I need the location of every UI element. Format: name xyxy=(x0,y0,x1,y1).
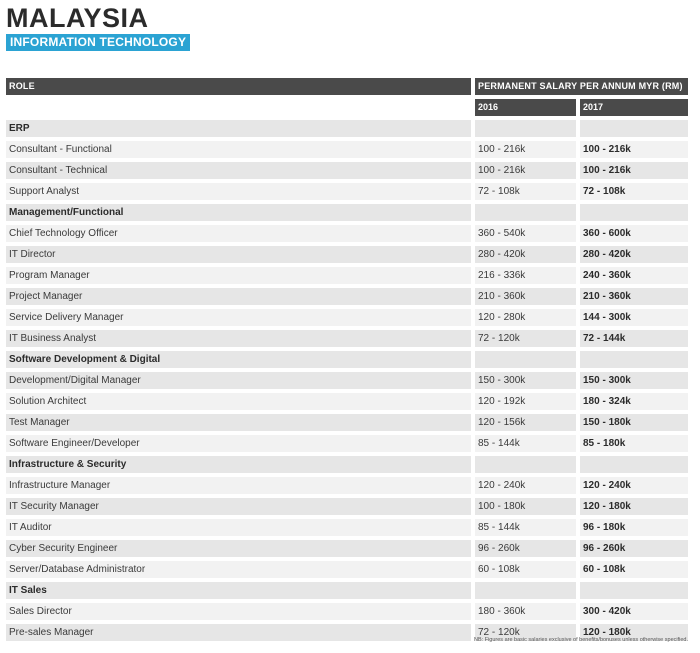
table-row xyxy=(6,412,688,433)
role-cell: Project Manager xyxy=(6,288,471,305)
role-cell: IT Auditor xyxy=(6,519,471,536)
salary-2016-cell: 210 - 360k xyxy=(475,288,576,305)
header-year-2016: 2016 xyxy=(475,99,576,116)
header-salary: PERMANENT SALARY PER ANNUM MYR (RM) xyxy=(475,78,688,95)
table-row xyxy=(6,370,688,391)
table-row xyxy=(6,517,688,538)
role-cell: Development/Digital Manager xyxy=(6,372,471,389)
salary-2017-cell xyxy=(580,582,688,599)
table-row xyxy=(6,139,688,160)
header-year-2017: 2017 xyxy=(580,99,688,116)
table-row xyxy=(6,328,688,349)
role-cell: Pre-sales Manager xyxy=(6,624,471,641)
salary-2016-cell: 120 - 156k xyxy=(475,414,576,431)
table-row xyxy=(6,496,688,517)
salary-2016-cell: 120 - 280k xyxy=(475,309,576,326)
category-label: Infrastructure & Security xyxy=(6,456,471,473)
salary-2016-cell: 96 - 260k xyxy=(475,540,576,557)
table-body xyxy=(6,118,688,643)
salary-2016-cell: 60 - 108k xyxy=(475,561,576,578)
role-cell: Sales Director xyxy=(6,603,471,620)
salary-2016-cell: 85 - 144k xyxy=(475,519,576,536)
role-cell: Program Manager xyxy=(6,267,471,284)
salary-2016-cell xyxy=(475,456,576,473)
salary-2017-cell: 150 - 180k xyxy=(580,414,688,431)
table-row xyxy=(6,433,688,454)
salary-2016-cell: 100 - 180k xyxy=(475,498,576,515)
header-role: ROLE xyxy=(6,78,471,95)
table-row xyxy=(6,160,688,181)
table-row xyxy=(6,244,688,265)
role-cell: Service Delivery Manager xyxy=(6,309,471,326)
salary-2017-cell: 300 - 420k xyxy=(580,603,688,620)
table-row xyxy=(6,286,688,307)
salary-2017-cell: 96 - 180k xyxy=(580,519,688,536)
role-cell: Solution Architect xyxy=(6,393,471,410)
salary-2016-cell: 100 - 216k xyxy=(475,141,576,158)
salary-2017-cell: 120 - 240k xyxy=(580,477,688,494)
category-row xyxy=(6,202,688,223)
table-row xyxy=(6,601,688,622)
role-cell: IT Business Analyst xyxy=(6,330,471,347)
salary-2017-cell xyxy=(580,456,688,473)
salary-2017-cell: 240 - 360k xyxy=(580,267,688,284)
table-row xyxy=(6,475,688,496)
page-title: MALAYSIA xyxy=(6,3,149,33)
salary-2016-cell xyxy=(475,582,576,599)
salary-2016-cell: 150 - 300k xyxy=(475,372,576,389)
salary-table xyxy=(6,76,688,643)
salary-2017-cell xyxy=(580,204,688,221)
salary-2016-cell xyxy=(475,351,576,368)
salary-2016-cell: 85 - 144k xyxy=(475,435,576,452)
salary-2016-cell: 72 - 108k xyxy=(475,183,576,200)
table-row xyxy=(6,559,688,580)
role-cell: Test Manager xyxy=(6,414,471,431)
salary-2017-cell: 280 - 420k xyxy=(580,246,688,263)
salary-2017-cell: 85 - 180k xyxy=(580,435,688,452)
salary-2017-cell: 180 - 324k xyxy=(580,393,688,410)
salary-2016-cell: 180 - 360k xyxy=(475,603,576,620)
category-label: IT Sales xyxy=(6,582,471,599)
salary-2017-cell: 96 - 260k xyxy=(580,540,688,557)
salary-2016-cell: 280 - 420k xyxy=(475,246,576,263)
role-cell: Chief Technology Officer xyxy=(6,225,471,242)
salary-2016-cell: 120 - 240k xyxy=(475,477,576,494)
category-label: Management/Functional xyxy=(6,204,471,221)
salary-2017-cell: 72 - 144k xyxy=(580,330,688,347)
salary-2016-cell: 360 - 540k xyxy=(475,225,576,242)
table-row xyxy=(6,391,688,412)
category-row xyxy=(6,118,688,139)
table-row xyxy=(6,181,688,202)
role-cell: Consultant - Technical xyxy=(6,162,471,179)
role-cell: IT Security Manager xyxy=(6,498,471,515)
role-cell: Support Analyst xyxy=(6,183,471,200)
salary-2016-cell: 100 - 216k xyxy=(475,162,576,179)
category-row xyxy=(6,580,688,601)
salary-2017-cell: 144 - 300k xyxy=(580,309,688,326)
salary-2016-cell xyxy=(475,120,576,137)
header-year-spacer xyxy=(6,99,471,116)
role-cell: Infrastructure Manager xyxy=(6,477,471,494)
salary-2017-cell: 360 - 600k xyxy=(580,225,688,242)
role-cell: Cyber Security Engineer xyxy=(6,540,471,557)
category-row xyxy=(6,454,688,475)
category-label: Software Development & Digital xyxy=(6,351,471,368)
table-header-row xyxy=(6,76,688,97)
salary-2017-cell: 100 - 216k xyxy=(580,162,688,179)
salary-2017-cell: 210 - 360k xyxy=(580,288,688,305)
salary-2017-cell: 72 - 108k xyxy=(580,183,688,200)
table-year-row xyxy=(6,97,688,118)
role-cell: Software Engineer/Developer xyxy=(6,435,471,452)
table-row xyxy=(6,307,688,328)
salary-2016-cell: 72 - 120k xyxy=(475,330,576,347)
section-subtitle: INFORMATION TECHNOLOGY xyxy=(6,34,190,51)
salary-2016-cell: 72 - 120k xyxy=(475,624,576,641)
category-label: ERP xyxy=(6,120,471,137)
salary-2017-cell: 60 - 108k xyxy=(580,561,688,578)
role-cell: Consultant - Functional xyxy=(6,141,471,158)
salary-2017-cell xyxy=(580,351,688,368)
table-row xyxy=(6,223,688,244)
salary-2017-cell: 120 - 180k xyxy=(580,624,688,641)
salary-2016-cell xyxy=(475,204,576,221)
salary-2017-cell: 100 - 216k xyxy=(580,141,688,158)
category-row xyxy=(6,349,688,370)
role-cell: IT Director xyxy=(6,246,471,263)
salary-2017-cell: 120 - 180k xyxy=(580,498,688,515)
table-row xyxy=(6,538,688,559)
role-cell: Server/Database Administrator xyxy=(6,561,471,578)
salary-2016-cell: 216 - 336k xyxy=(475,267,576,284)
salary-2017-cell xyxy=(580,120,688,137)
salary-2017-cell: 150 - 300k xyxy=(580,372,688,389)
table-row xyxy=(6,265,688,286)
footnote: NB: Figures are basic salaries exclusive of benefits/bonuses unless otherwise specified. xyxy=(474,637,688,643)
salary-2016-cell: 120 - 192k xyxy=(475,393,576,410)
